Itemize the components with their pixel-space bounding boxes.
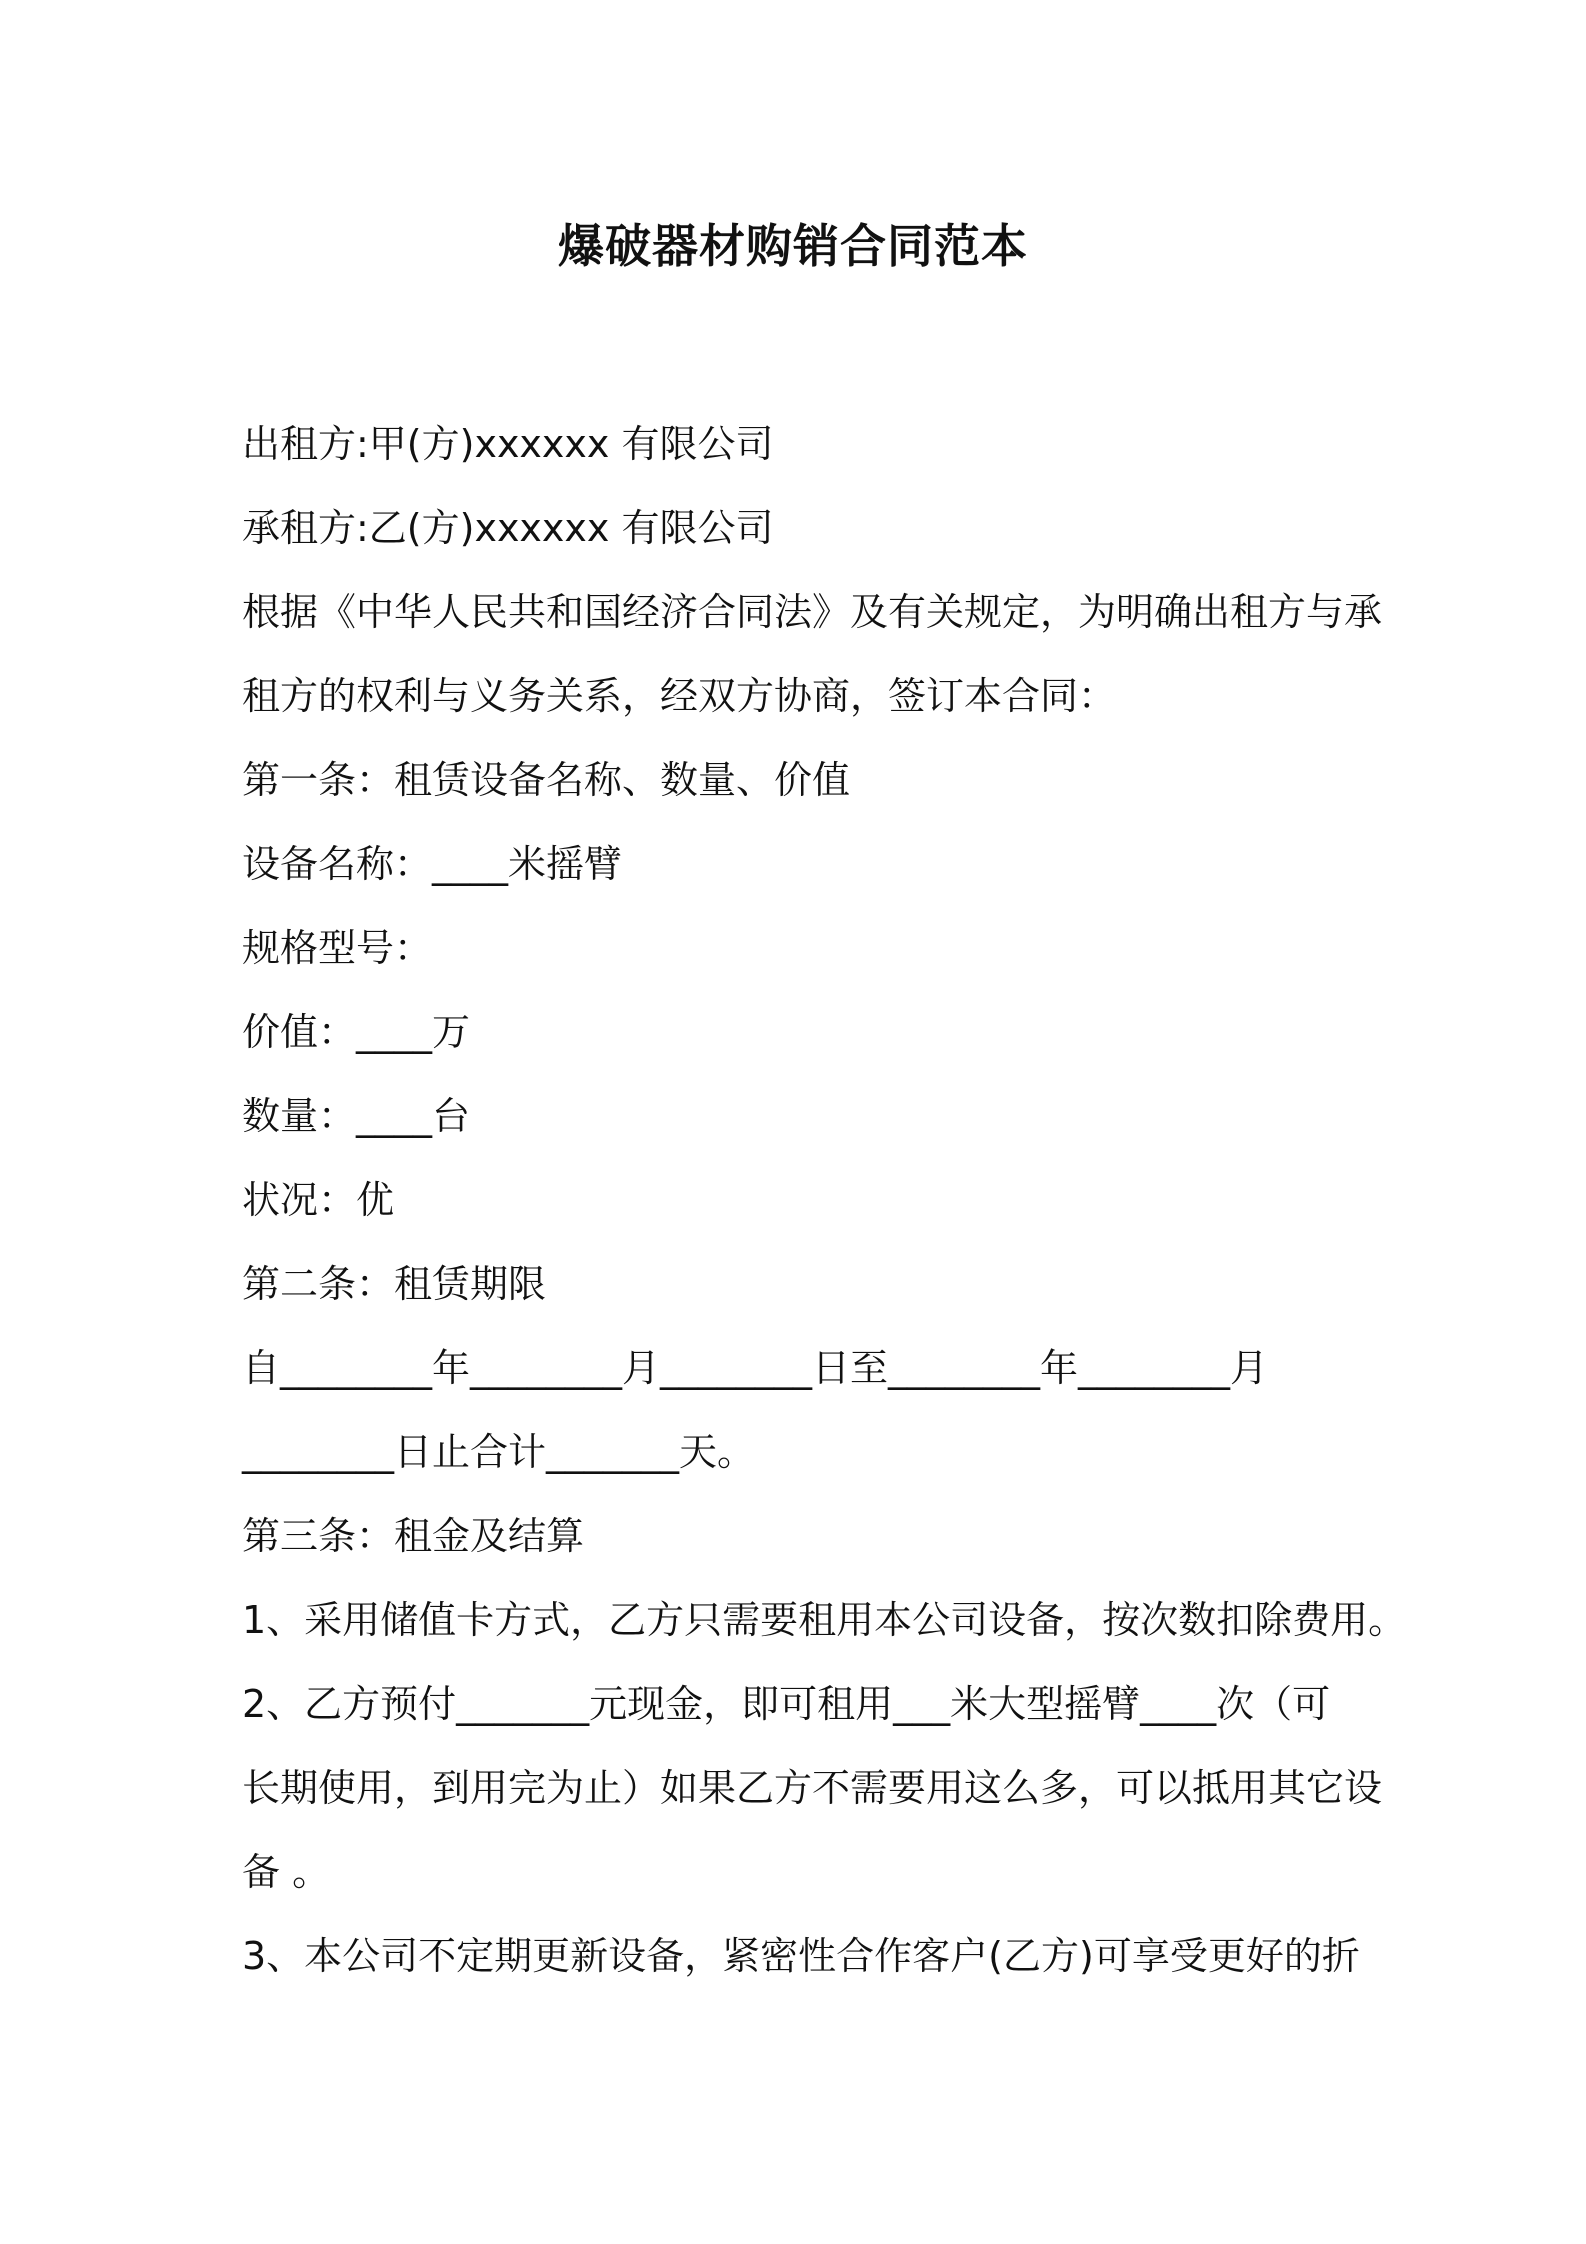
payment-clause-2-line-1: 2、乙方预付_______元现金，即可租用___米大型摇臂____次（可 — [242, 1682, 1331, 1726]
quantity-line: 数量：____台 — [242, 1094, 471, 1138]
article-1-heading: 第一条：租赁设备名称、数量、价值 — [242, 758, 851, 802]
condition-line: 状况：优 — [242, 1178, 395, 1222]
article-3-heading: 第三条：租金及结算 — [242, 1514, 585, 1558]
lease-period-line-2: ________日止合计_______天。 — [242, 1430, 756, 1474]
payment-clause-1: 1、采用储值卡方式，乙方只需要租用本公司设备，按次数扣除费用。 — [242, 1598, 1407, 1642]
document-title: 爆破器材购销合同范本 — [558, 219, 1028, 273]
lease-period-line-1: 自________年________月________日至________年________月 — [242, 1346, 1269, 1390]
lessee-line: 承租方:乙(方)xxxxxx 有限公司 — [242, 506, 774, 550]
value-line: 价值：____万 — [242, 1010, 471, 1054]
model-spec-line: 规格型号： — [242, 926, 433, 970]
document-body — [242, 402, 1407, 1998]
equipment-name-line: 设备名称：____米摇臂 — [242, 842, 623, 886]
article-2-heading: 第二条：租赁期限 — [242, 1262, 547, 1306]
preamble-line-1: 根据《中华人民共和国经济合同法》及有关规定，为明确出租方与承 — [242, 590, 1383, 634]
preamble-line-2: 租方的权利与义务关系，经双方协商，签订本合同： — [242, 674, 1117, 718]
payment-clause-3-line-1: 3、本公司不定期更新设备，紧密性合作客户(乙方)可享受更好的折 — [242, 1934, 1360, 1978]
payment-clause-2-line-2: 长期使用，到用完为止）如果乙方不需要用这么多，可以抵用其它设 — [242, 1766, 1383, 1810]
lessor-line: 出租方:甲(方)xxxxxx 有限公司 — [242, 422, 774, 466]
payment-clause-2-line-3: 备 。 — [242, 1850, 331, 1894]
